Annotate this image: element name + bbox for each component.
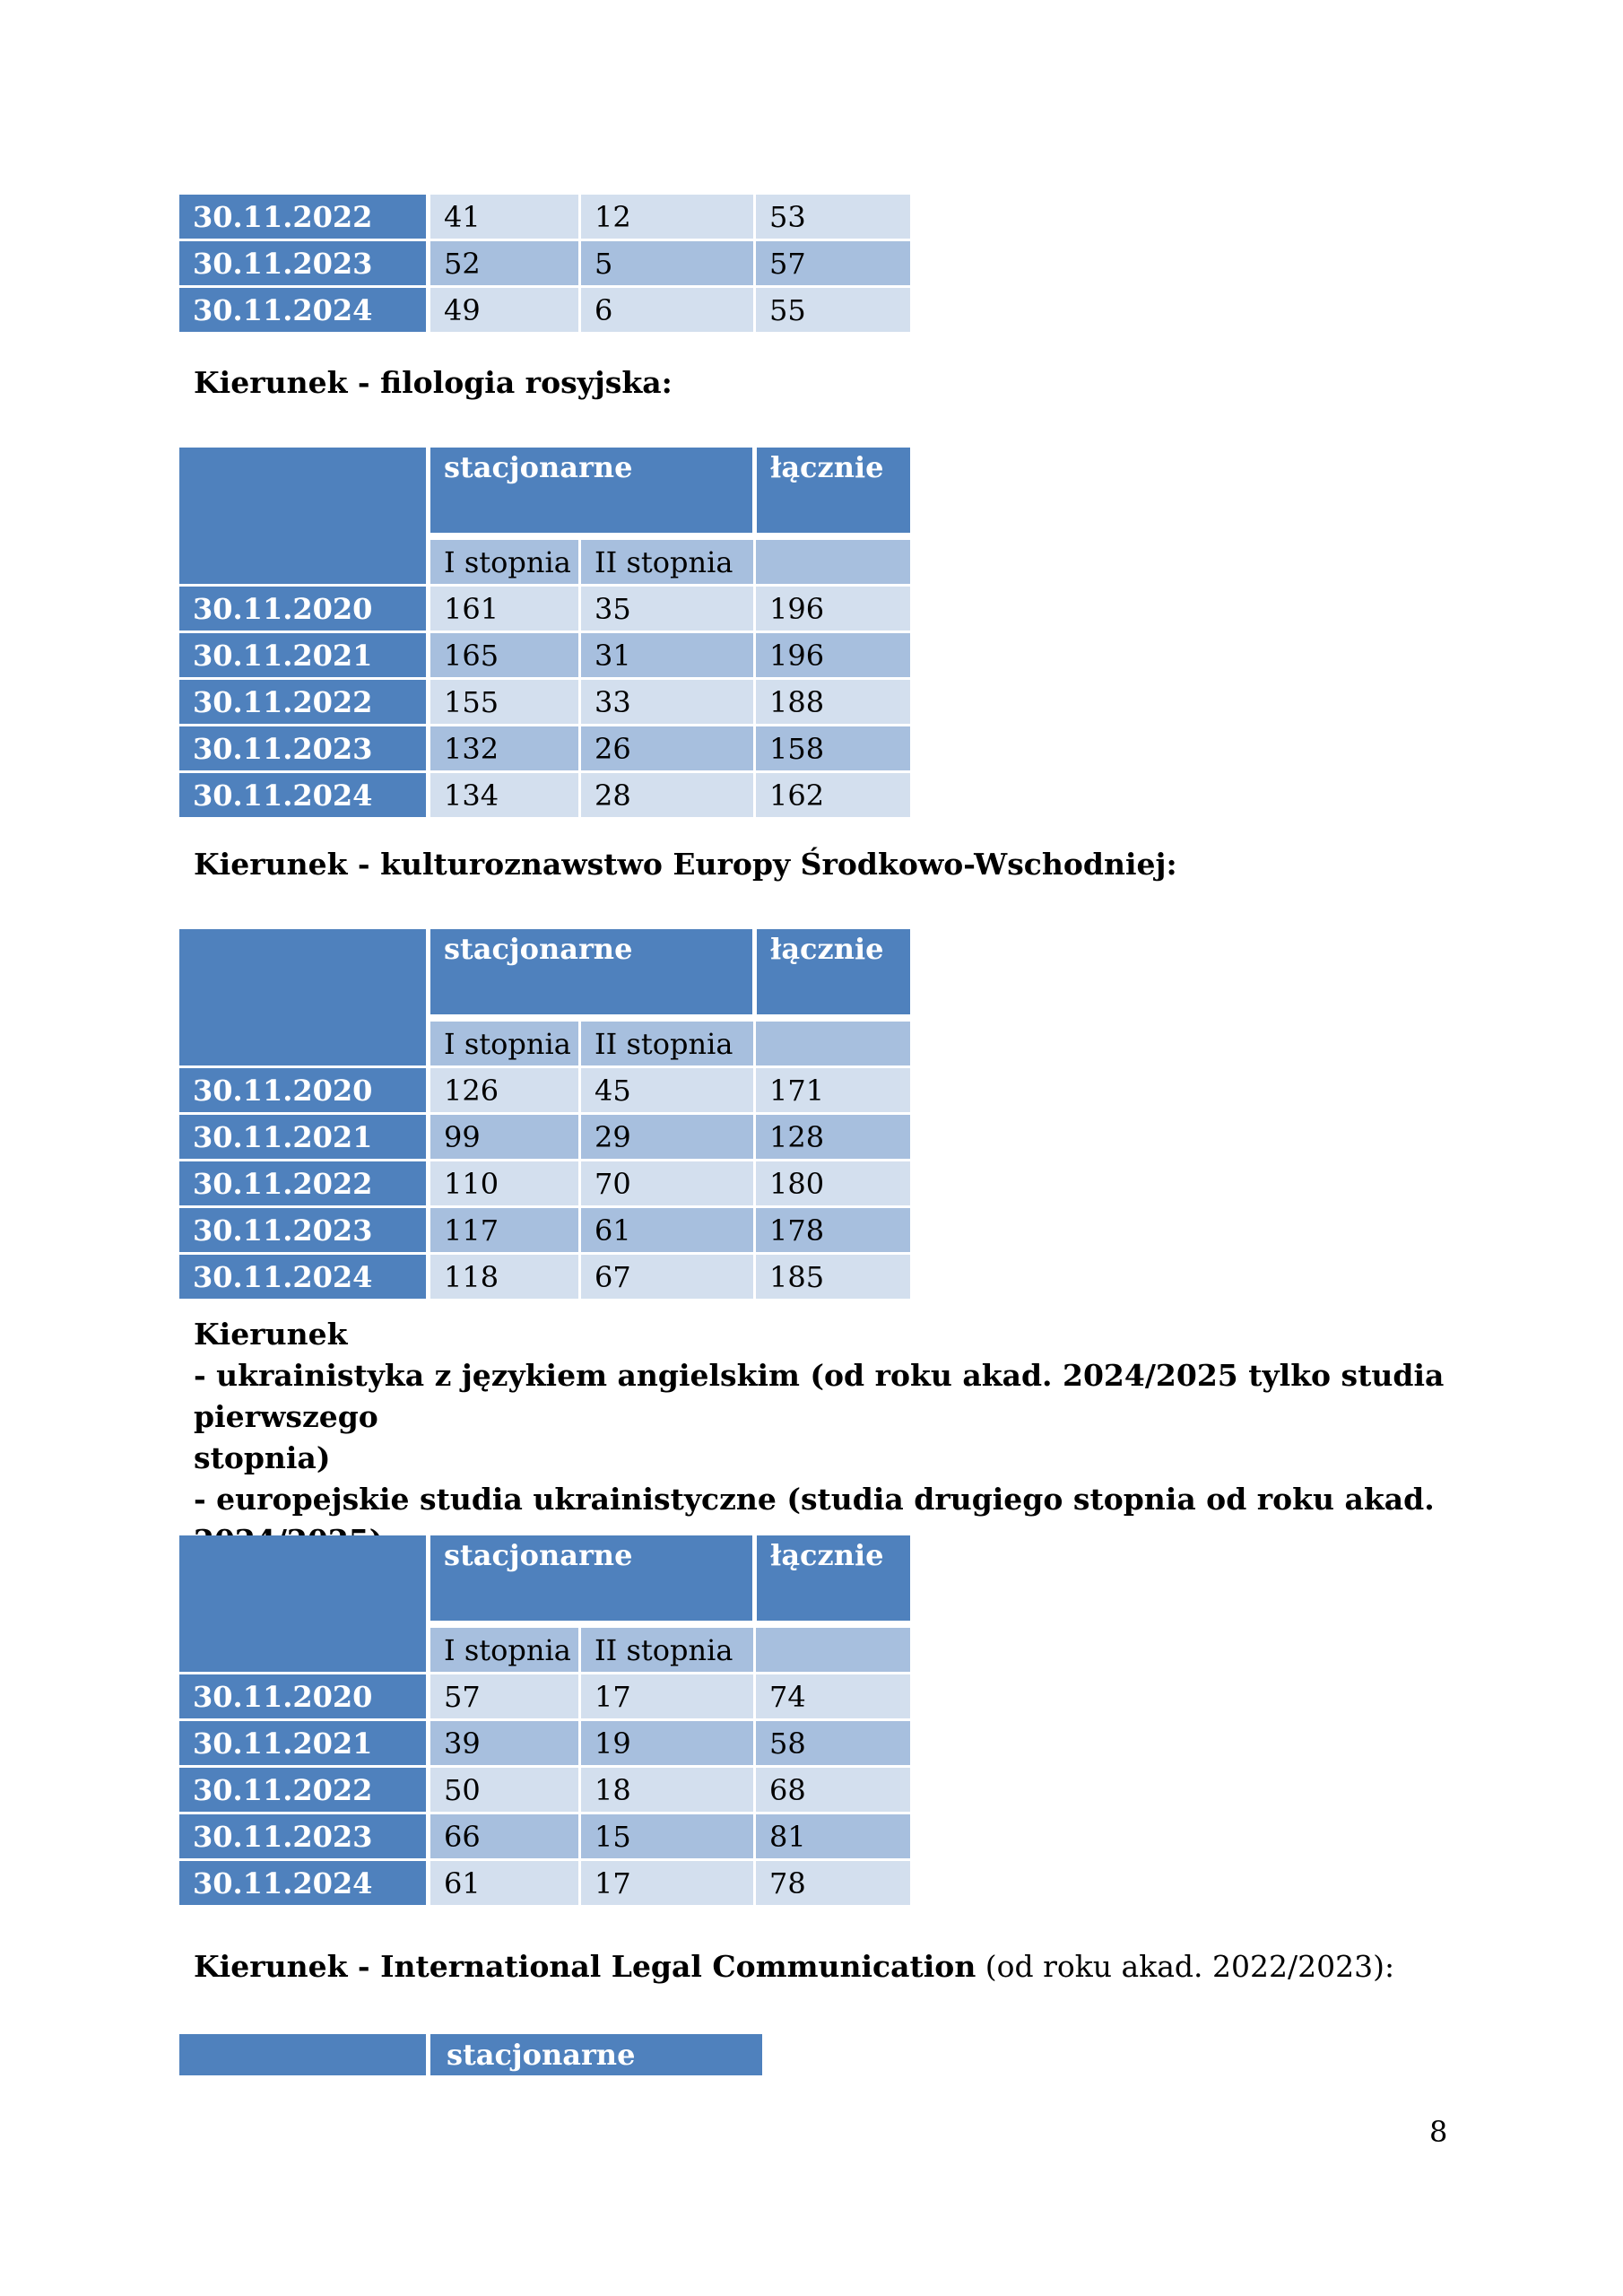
- section-heading-ilc: [194, 1946, 1394, 1987]
- heading-normal-part: (od roku akad. 2022/2023):: [976, 1949, 1395, 1984]
- page-number: 8: [1429, 2115, 1448, 2149]
- enrollment-table-kulturoznawstwo: [179, 929, 910, 1301]
- header-lacznie: łącznie: [755, 448, 911, 536]
- table-row: [179, 1813, 910, 1860]
- first-cycle-cell: 49: [429, 287, 580, 334]
- table-row: [179, 1674, 910, 1720]
- second-cycle-cell: 17: [580, 1674, 755, 1720]
- second-cycle-cell: 26: [580, 726, 755, 772]
- total-cell: 196: [755, 632, 911, 679]
- total-cell: 188: [755, 679, 911, 726]
- second-cycle-cell: 15: [580, 1813, 755, 1860]
- header-corner: [179, 929, 429, 1067]
- second-cycle-cell: 17: [580, 1860, 755, 1907]
- table-row: [179, 1254, 910, 1300]
- total-cell: 57: [755, 240, 911, 287]
- date-cell: 30.11.2023: [179, 240, 429, 287]
- total-cell: 185: [755, 1254, 911, 1300]
- table-row: [179, 586, 910, 632]
- first-cycle-cell: 99: [429, 1114, 580, 1161]
- date-cell: 30.11.2021: [179, 632, 429, 679]
- total-cell: 68: [755, 1767, 911, 1813]
- second-cycle-cell: 31: [580, 632, 755, 679]
- date-cell: 30.11.2023: [179, 1207, 429, 1254]
- date-cell: 30.11.2022: [179, 195, 429, 240]
- second-cycle-cell: 70: [580, 1161, 755, 1207]
- enrollment-table-ukrainistyka: [179, 1535, 910, 1908]
- date-cell: 30.11.2023: [179, 1813, 429, 1860]
- total-cell: 78: [755, 1860, 911, 1907]
- header-corner: [179, 448, 429, 586]
- date-cell: 30.11.2020: [179, 1067, 429, 1114]
- date-cell: 30.11.2022: [179, 1161, 429, 1207]
- header-row: [179, 448, 910, 536]
- heading-line: Kierunek: [194, 1317, 348, 1352]
- total-cell: 162: [755, 772, 911, 819]
- enrollment-table-rosyjska: [179, 448, 910, 820]
- second-cycle-cell: 33: [580, 679, 755, 726]
- subheader-first-cycle: I stopnia: [429, 1624, 580, 1674]
- table-row: [179, 240, 910, 287]
- table-row: [179, 195, 910, 240]
- date-cell: 30.11.2020: [179, 586, 429, 632]
- date-cell: 30.11.2020: [179, 1674, 429, 1720]
- subheader-second-cycle: II stopnia: [580, 536, 755, 586]
- first-cycle-cell: 155: [429, 679, 580, 726]
- header-stacjonarne: stacjonarne: [429, 929, 755, 1018]
- subheader-second-cycle: II stopnia: [580, 1624, 755, 1674]
- date-cell: 30.11.2024: [179, 287, 429, 334]
- enrollment-table-ilc: [179, 2034, 762, 2075]
- subheader-first-cycle: I stopnia: [429, 536, 580, 586]
- header-corner: [179, 2034, 426, 2075]
- total-cell: 53: [755, 195, 911, 240]
- first-cycle-cell: 39: [429, 1720, 580, 1767]
- total-cell: 81: [755, 1813, 911, 1860]
- enrollment-table-continued: [179, 195, 910, 335]
- header-lacznie: łącznie: [755, 1535, 911, 1624]
- table-row: [179, 1767, 910, 1813]
- second-cycle-cell: 28: [580, 772, 755, 819]
- first-cycle-cell: 165: [429, 632, 580, 679]
- header-row: [179, 1535, 910, 1624]
- table-row: [179, 726, 910, 772]
- date-cell: 30.11.2024: [179, 772, 429, 819]
- first-cycle-cell: 66: [429, 1813, 580, 1860]
- total-cell: 74: [755, 1674, 911, 1720]
- table-row: [179, 1161, 910, 1207]
- subheader-empty: [755, 536, 911, 586]
- section-heading-kulturoznawstwo: Kierunek - kulturoznawstwo Europy Środkowo-Wschodniej:: [194, 847, 1177, 882]
- first-cycle-cell: 52: [429, 240, 580, 287]
- total-cell: 58: [755, 1720, 911, 1767]
- table-row: [179, 632, 910, 679]
- total-cell: 128: [755, 1114, 911, 1161]
- heading-bold-part: Kierunek - International Legal Communication: [194, 1949, 976, 1984]
- table-row: [179, 1860, 910, 1907]
- total-cell: 178: [755, 1207, 911, 1254]
- subheader-first-cycle: I stopnia: [429, 1018, 580, 1067]
- table-row: [179, 1067, 910, 1114]
- total-cell: 171: [755, 1067, 911, 1114]
- date-cell: 30.11.2022: [179, 1767, 429, 1813]
- first-cycle-cell: 41: [429, 195, 580, 240]
- first-cycle-cell: 126: [429, 1067, 580, 1114]
- second-cycle-cell: 67: [580, 1254, 755, 1300]
- heading-line: stopnia): [194, 1440, 331, 1475]
- first-cycle-cell: 117: [429, 1207, 580, 1254]
- section-heading-ukrainistyka: [194, 1314, 1623, 1561]
- first-cycle-cell: 118: [429, 1254, 580, 1300]
- table-row: [179, 679, 910, 726]
- header-row: [179, 929, 910, 1018]
- subheader-second-cycle: II stopnia: [580, 1018, 755, 1067]
- header-stacjonarne: stacjonarne: [429, 448, 755, 536]
- subheader-empty: [755, 1018, 911, 1067]
- table-row: [179, 1114, 910, 1161]
- header-lacznie: łącznie: [755, 929, 911, 1018]
- date-cell: 30.11.2021: [179, 1720, 429, 1767]
- table-row: [179, 1207, 910, 1254]
- first-cycle-cell: 110: [429, 1161, 580, 1207]
- heading-line: - ukrainistyka z językiem angielskim (od roku akad. 2024/2025 tylko studia pierwszego: [194, 1358, 1445, 1434]
- first-cycle-cell: 61: [429, 1860, 580, 1907]
- second-cycle-cell: 35: [580, 586, 755, 632]
- second-cycle-cell: 12: [580, 195, 755, 240]
- heading-line: - europejskie studia ukrainistyczne (studia drugiego stopnia od roku akad.: [194, 1482, 1435, 1517]
- total-cell: 55: [755, 287, 911, 334]
- first-cycle-cell: 134: [429, 772, 580, 819]
- date-cell: 30.11.2022: [179, 679, 429, 726]
- date-cell: 30.11.2024: [179, 1254, 429, 1300]
- section-heading-rosyjska: Kierunek - filologia rosyjska:: [194, 365, 673, 400]
- second-cycle-cell: 61: [580, 1207, 755, 1254]
- first-cycle-cell: 50: [429, 1767, 580, 1813]
- second-cycle-cell: 18: [580, 1767, 755, 1813]
- header-stacjonarne: stacjonarne: [429, 1535, 755, 1624]
- date-cell: 30.11.2023: [179, 726, 429, 772]
- header-corner: [179, 1535, 429, 1674]
- table-row: [179, 287, 910, 334]
- second-cycle-cell: 6: [580, 287, 755, 334]
- table-row: [179, 1720, 910, 1767]
- total-cell: 158: [755, 726, 911, 772]
- first-cycle-cell: 161: [429, 586, 580, 632]
- total-cell: 196: [755, 586, 911, 632]
- subheader-empty: [755, 1624, 911, 1674]
- table-row: [179, 772, 910, 819]
- first-cycle-cell: 132: [429, 726, 580, 772]
- second-cycle-cell: 19: [580, 1720, 755, 1767]
- header-stacjonarne: stacjonarne: [430, 2034, 762, 2075]
- total-cell: 180: [755, 1161, 911, 1207]
- date-cell: 30.11.2024: [179, 1860, 429, 1907]
- second-cycle-cell: 5: [580, 240, 755, 287]
- first-cycle-cell: 57: [429, 1674, 580, 1720]
- second-cycle-cell: 45: [580, 1067, 755, 1114]
- date-cell: 30.11.2021: [179, 1114, 429, 1161]
- second-cycle-cell: 29: [580, 1114, 755, 1161]
